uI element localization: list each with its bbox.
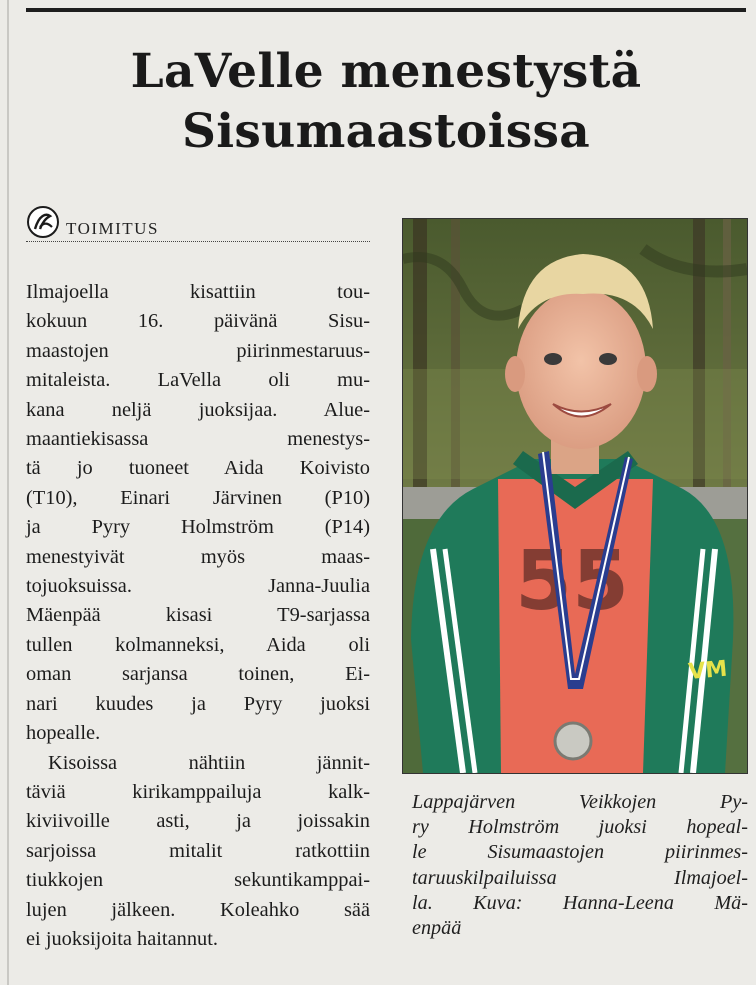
body-line: Ilmajoella kisattiin tou- [26,281,370,303]
body-line: ei juoksijoita haitannut. [26,927,218,950]
caption-line: enpää [412,917,462,940]
shirt-print: 55 [515,534,630,629]
body-line: tiukkojen sekuntikamppai- [26,869,370,892]
body-line: lujen jälkeen. Koleahko sää [26,898,370,921]
body-line: täviä kirikamppailuja kalk- [26,780,370,803]
photo-caption [412,790,748,941]
body-line: (T10), Einari Järvinen (P10) [26,486,370,509]
article-photo [402,218,748,774]
caption-line: ry Holmström juoksi hopeal- [412,816,748,839]
byline-rule [26,241,370,242]
body-line: nari kuudes ja Pyry juoksi [26,692,370,715]
newspaper-logo-icon [26,205,60,239]
body-line: tä jo tuoneet Aida Koivisto [26,457,370,480]
caption-line: Lappajärven Veikkojen Py- [412,791,748,813]
body-line: kiviivoille asti, ja joissakin [26,810,370,833]
body-line: maastojen piirinmestaruus- [26,339,370,362]
body-line: Mäenpää kisasi T9-sarjassa [26,604,370,627]
article-body [26,278,370,954]
body-line: hopealle. [26,722,101,745]
body-line: maantiekisassa menestys- [26,428,370,451]
byline-author: TOIMITUS [66,219,159,238]
top-rule [26,8,746,12]
body-line: Kisoissa nähtiin jännit- [48,751,370,774]
caption-line: taruuskilpailuissa Ilmajoel- [412,866,748,889]
boy-with-medal-photo [403,219,747,773]
body-line: mitaleista. LaVella oli mu- [26,369,370,392]
body-line: tojuoksuissa. Janna-Juulia [26,575,370,598]
headline [26,42,746,162]
body-line: oman sarjansa toinen, Ei- [26,663,370,686]
caption-line: le Sisumaastojen piirinmes- [412,841,748,864]
headline-line-2: Sisumaastoissa [181,104,590,159]
byline [26,205,370,243]
jacket-print: VM [687,656,729,685]
body-line: kokuun 16. päivänä Sisu- [26,310,370,333]
body-line: tullen kolmanneksi, Aida oli [26,633,370,656]
headline-line-1: LaVelle menestystä [130,44,642,99]
body-line: ja Pyry Holmström (P14) [26,516,370,539]
caption-line: la. Kuva: Hanna-Leena Mä- [412,891,748,914]
body-line: kana neljä juoksijaa. Alue- [26,398,370,421]
body-line: sarjoissa mitalit ratkottiin [26,839,370,862]
column-divider [7,0,9,985]
body-line: menestyivät myös maas- [26,545,370,568]
